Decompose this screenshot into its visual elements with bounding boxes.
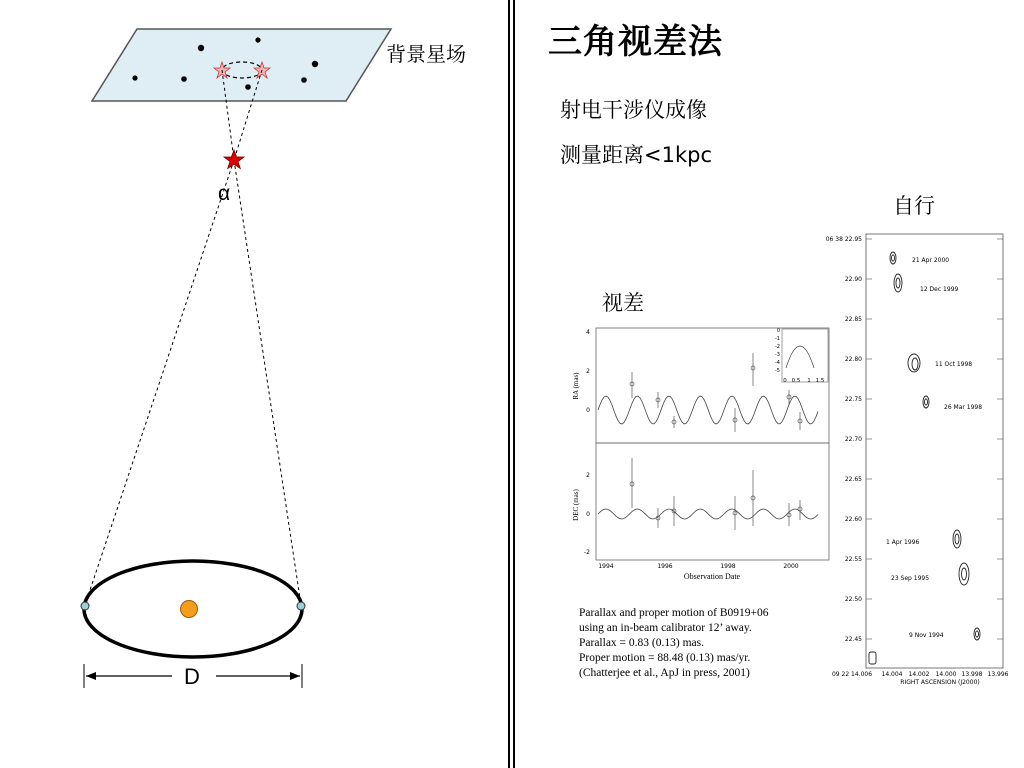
epoch-contour [974, 628, 980, 640]
declination-tick: 22.55 [844, 556, 862, 563]
background-star [301, 77, 307, 83]
declination-tick: 22.60 [844, 516, 862, 523]
ra-model-curve [598, 396, 818, 424]
proper-motion-label: 自行 [893, 194, 935, 218]
date-tick: 1996 [657, 563, 673, 570]
ra-tick: 0 [586, 407, 590, 414]
earth-position-right-icon [297, 602, 305, 610]
parallax-label: 视差 [602, 291, 644, 315]
epoch-contour [912, 358, 918, 370]
declination-tick: 22.45 [844, 636, 862, 643]
epoch-label: 11 Oct 1998 [935, 361, 973, 368]
dec-tick: 2 [586, 472, 590, 479]
ra-tick: 13.998 [961, 671, 983, 678]
ra-tick: 2 [586, 368, 590, 375]
declination-tick: 06 38 22.95 [825, 236, 862, 243]
right-ascension-axis-label: RIGHT ASCENSION (J2000) [900, 679, 980, 686]
ra-tick: 09 22 14.006 [831, 671, 873, 678]
inset-y-tick: -5 [775, 368, 780, 374]
epoch-contour [892, 255, 895, 261]
background-star [132, 75, 137, 80]
epoch-contour [959, 563, 969, 585]
background-star [245, 84, 251, 90]
epoch-contour [890, 252, 896, 264]
ra-axis-label: RA (mas) [572, 372, 580, 400]
declination-tick: 22.65 [844, 476, 862, 483]
sight-line [85, 160, 234, 605]
observation-date-axis-label: Observation Date [683, 572, 741, 581]
epoch-label: 1 Apr 1996 [886, 539, 920, 546]
inset-y-tick: -2 [775, 344, 780, 350]
epoch-contour [894, 274, 902, 292]
declination-tick: 22.75 [844, 396, 862, 403]
epoch-label: 23 Sep 1995 [891, 575, 930, 582]
ra-tick: 4 [586, 329, 590, 336]
bullet-interferometer-imaging: 射电干涉仪成像 [560, 98, 707, 122]
background-star [181, 76, 187, 82]
ra-tick: 14.000 [935, 671, 957, 678]
angle-alpha-label: α [218, 182, 231, 205]
parallax-figure [560, 320, 835, 585]
bullet-distance-range: 测量距离<1kpc [560, 143, 712, 167]
epoch-contour [953, 530, 961, 548]
inset-y-tick: -3 [775, 352, 780, 358]
declination-tick: 22.50 [844, 596, 862, 603]
epoch-label: 26 Mar 1998 [944, 404, 983, 411]
dec-panel [596, 443, 829, 560]
earth-position-left-icon [81, 602, 89, 610]
background-field-label: 背景星场 [386, 42, 466, 66]
dec-tick: -2 [584, 549, 590, 556]
background-star-field-plane [92, 29, 391, 101]
epoch-label: 9 Nov 1994 [909, 632, 944, 639]
ra-tick: 14.004 [881, 671, 903, 678]
proper-motion-figure [814, 226, 1012, 692]
nearby-star-icon [224, 150, 244, 169]
date-tick: 1994 [598, 563, 614, 570]
parallax-caption [579, 606, 769, 681]
sun-icon [181, 601, 198, 618]
date-tick: 1998 [720, 563, 736, 570]
caption-line: Parallax and proper motion of B0919+06 [579, 607, 769, 619]
proper-motion-frame [866, 234, 1003, 668]
slide-title: 三角视差法 [548, 22, 723, 62]
declination-tick: 22.80 [844, 356, 862, 363]
epoch-contour [925, 399, 928, 405]
inset-x-tick: 1 [807, 378, 811, 384]
epoch-contour [923, 396, 929, 408]
dec-tick: 0 [586, 511, 590, 518]
background-star [255, 37, 260, 42]
beam-marker [869, 652, 876, 664]
ra-tick: 14.002 [908, 671, 930, 678]
inset-y-tick: -1 [775, 336, 780, 342]
arrow-head-right-icon [290, 672, 300, 680]
inset-y-tick: 0 [776, 328, 780, 334]
inset-x-tick: 0 [783, 378, 787, 384]
epoch-contour [976, 631, 979, 637]
caption-line: (Chatterjee et al., ApJ in press, 2001) [579, 667, 750, 679]
arrow-head-left-icon [86, 672, 96, 680]
dec-model-curve [598, 509, 818, 519]
baseline-d-label: D [184, 664, 200, 689]
epoch-contour [962, 568, 967, 580]
epoch-contour [896, 278, 900, 288]
declination-tick: 22.85 [844, 316, 862, 323]
background-star [312, 61, 318, 67]
background-star [198, 45, 204, 51]
date-tick: 2000 [783, 563, 799, 570]
ra-tick: 13.996 [987, 671, 1009, 678]
caption-line: using an in-beam calibrator 12’ away. [579, 622, 752, 634]
declination-tick: 22.90 [844, 276, 862, 283]
caption-line: Parallax = 0.83 (0.13) mas. [579, 637, 704, 649]
declination-tick: 22.70 [844, 436, 862, 443]
epoch-label: 12 Dec 1999 [920, 286, 959, 293]
inset-x-tick: 0.5 [791, 378, 801, 384]
epoch-label: 21 Apr 2000 [912, 257, 950, 264]
dec-axis-label: DEC (mas) [572, 489, 580, 521]
epoch-contour [955, 534, 959, 544]
inset-y-tick: -4 [775, 360, 780, 366]
sight-line [234, 160, 301, 605]
inset-x-tick: 1.5 [815, 378, 825, 384]
caption-line: Proper motion = 88.48 (0.13) mas/yr. [579, 652, 751, 664]
